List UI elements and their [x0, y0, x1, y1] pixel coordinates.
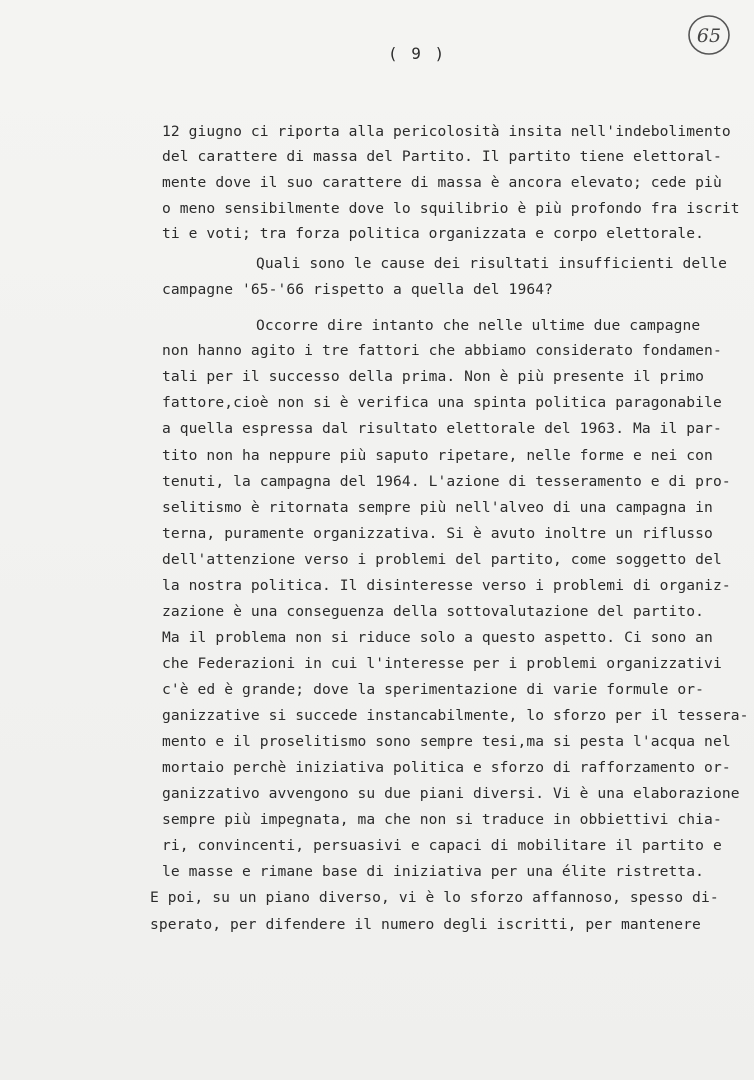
text-line: Occorre dire intanto che nelle ultime due campagne — [256, 317, 701, 334]
text-line: tali per il successo della prima. Non è più presente il primo — [162, 368, 705, 385]
text-line: dell'attenzione verso i problemi del partito, come soggetto del — [162, 551, 722, 568]
text-line: Quali sono le cause dei risultati insufficienti delle — [256, 255, 727, 272]
text-line: ri, convincenti, persuasivi e capaci di mobilitare il partito e — [162, 837, 722, 854]
text-line: mento e il proselitismo sono sempre tesi,ma si pesta l'acqua nel — [162, 733, 731, 750]
text-line: sempre più impegnata, ma che non si traduce in obbiettivi chia- — [162, 811, 722, 828]
text-line: terna, puramente organizzativa. Si è avuto inoltre un riflusso — [162, 525, 713, 542]
text-line: E poi, su un piano diverso, vi è lo sforzo affannoso, spesso di- — [150, 889, 719, 906]
text-line: ti e voti; tra forza politica organizzata e corpo elettorale. — [162, 225, 705, 242]
text-line: del carattere di massa del Partito. Il partito tiene elettoral- — [162, 148, 722, 165]
text-line: 12 giugno ci riporta alla pericolosità insita nell'indebolimento — [162, 123, 731, 140]
text-line: mortaio perchè iniziativa politica e sforzo di rafforzamento or- — [162, 759, 731, 776]
text-line: selitismo è ritornata sempre più nell'alveo di una campagna in — [162, 499, 713, 516]
text-line: ganizzative si succede instancabilmente, lo sforzo per il tessera- — [162, 707, 749, 724]
text-line: la nostra politica. Il disinteresse verso i problemi di organiz- — [162, 577, 731, 594]
text-line: ganizzativo avvengono su due piani diversi. Vi è una elaborazione — [162, 785, 740, 802]
text-line: zazione è una conseguenza della sottovalutazione del partito. — [162, 603, 705, 620]
text-line: mente dove il suo carattere di massa è ancora elevato; cede più — [162, 174, 722, 191]
page-number: ( 9 ) — [388, 44, 447, 63]
text-line: a quella espressa dal risultato elettorale del 1963. Ma il par- — [162, 420, 722, 437]
text-line: Ma il problema non si riduce solo a questo aspetto. Ci sono an — [162, 629, 713, 646]
text-line: tenuti, la campagna del 1964. L'azione di tesseramento e di pro- — [162, 473, 731, 490]
archive-number: 65 — [696, 25, 722, 47]
text-line: c'è ed è grande; dove la sperimentazione di varie formule or- — [162, 681, 705, 698]
text-line: sperato, per difendere il numero degli iscritti, per mantenere — [150, 916, 701, 933]
text-line: non hanno agito i tre fattori che abbiamo considerato fondamen- — [162, 342, 722, 359]
text-line: che Federazioni in cui l'interesse per i problemi organizzativi — [162, 655, 722, 672]
text-line: fattore,cioè non si è verifica una spinta politica paragonabile — [162, 394, 722, 411]
text-line: le masse e rimane base di iniziativa per una élite ristretta. — [162, 863, 705, 880]
text-line: campagne '65-'66 rispetto a quella del 1964? — [162, 281, 553, 298]
text-line: o meno sensibilmente dove lo squilibrio è più profondo fra iscrit — [162, 200, 740, 217]
archive-number-stamp — [686, 12, 732, 58]
text-line: tito non ha neppure più saputo ripetare, nelle forme e nei con — [162, 447, 713, 464]
